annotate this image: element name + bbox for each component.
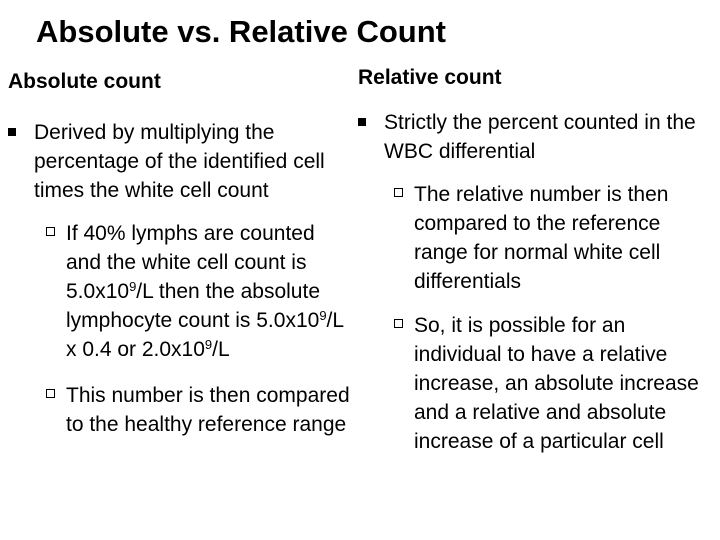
absolute-count-bullet bbox=[8, 118, 350, 205]
relative-count-heading: Relative count bbox=[358, 66, 502, 89]
possible-increase-item bbox=[358, 311, 718, 456]
absolute-count-column bbox=[8, 70, 350, 439]
hollow-square-bullet-icon bbox=[394, 188, 403, 197]
absolute-count-definition: Derived by multiplying the percentage of the identified cell times the white cell count bbox=[34, 121, 325, 202]
lymph-example-item bbox=[8, 219, 350, 364]
reference-range-text: The relative number is then compared to the reference range for normal white cell differentials bbox=[414, 183, 669, 293]
square-bullet-icon bbox=[8, 128, 16, 136]
relative-count-bullet bbox=[358, 108, 718, 166]
lymph-example-text: If 40% lymphs are counted and the white cell count is $5.0x10^9/L$ then the absolute lymphocyte count is $5.0x10^9/L$ x 0.4 or $2.0x10^9/L$ bbox=[66, 222, 344, 361]
healthy-range-text: This number is then compared to the healthy reference range bbox=[66, 384, 350, 436]
relative-count-definition: Strictly the percent counted in the WBC differential bbox=[384, 111, 696, 163]
possible-increase-text: So, it is possible for an individual to have a relative increase, an absolute increase and a relative and absolute increase of a particular cell bbox=[414, 314, 699, 453]
absolute-count-heading: Absolute count bbox=[8, 70, 161, 93]
relative-count-column bbox=[358, 66, 718, 456]
square-bullet-icon bbox=[358, 118, 366, 126]
reference-range-item bbox=[358, 180, 718, 296]
hollow-square-bullet-icon bbox=[46, 389, 55, 398]
slide-title: Absolute vs. Relative Count bbox=[36, 14, 446, 49]
healthy-range-item bbox=[8, 381, 350, 439]
hollow-square-bullet-icon bbox=[46, 227, 55, 236]
hollow-square-bullet-icon bbox=[394, 319, 403, 328]
